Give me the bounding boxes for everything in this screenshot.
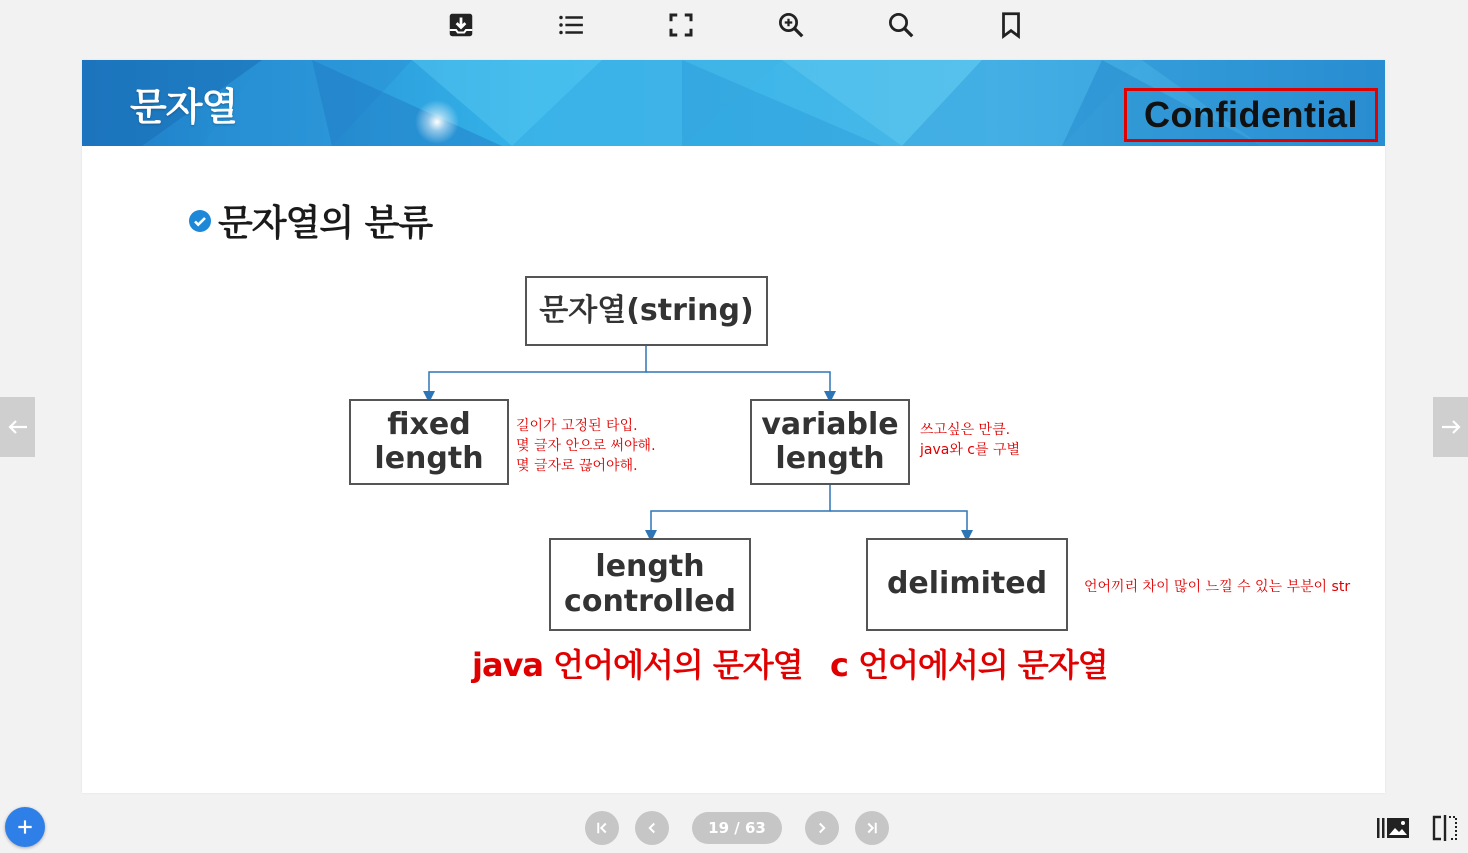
last-page-button[interactable] [855, 811, 889, 845]
prev-page-arrow[interactable] [0, 397, 35, 457]
search-icon[interactable] [884, 8, 918, 42]
top-toolbar [0, 0, 1468, 52]
split-view-button[interactable] [1428, 812, 1462, 844]
download-icon[interactable] [444, 8, 478, 42]
node-fixed-length [349, 399, 509, 485]
note-variable: 쓰고싶은 만큼. java와 c를 구별 [920, 422, 1021, 458]
node-string-label: 문자열(string) [539, 292, 754, 328]
prev-page-button[interactable] [635, 811, 669, 845]
page-indicator: 19 / 63 [692, 812, 782, 844]
note-delimited: 언어끼리 차이 많이 느낄 수 있는 부분이 str [1084, 579, 1351, 595]
node-fixed-length-label: fixed length [374, 406, 484, 476]
chevron-left-icon [643, 819, 661, 837]
node-delimited [866, 538, 1068, 631]
add-button[interactable] [5, 807, 45, 847]
plus-icon [15, 817, 35, 837]
label-java: java 언어에서의 문자열 [472, 646, 803, 684]
confidential-label: Confidential [1124, 88, 1378, 142]
note-fixed: 길이가 고정된 타입. 몇 글자 안으로 써야해. 몇 글자로 끊어야해. [516, 418, 656, 474]
slide-page [82, 60, 1385, 793]
list-icon[interactable] [554, 8, 588, 42]
first-page-button[interactable] [585, 811, 619, 845]
node-string [525, 276, 768, 346]
bookmark-icon[interactable] [994, 8, 1028, 42]
node-length-controlled [549, 538, 751, 631]
first-page-icon [593, 819, 611, 837]
thumbnail-gallery-button[interactable] [1376, 812, 1410, 844]
arrow-left-icon [6, 415, 30, 439]
node-delimited-label: delimited [886, 566, 1048, 602]
banner-title: 문자열 [130, 85, 238, 129]
fullscreen-icon[interactable] [664, 8, 698, 42]
label-c: c 언어에서의 문자열 [830, 646, 1108, 684]
node-variable-length-label: variable length [761, 406, 899, 476]
gallery-icon [1376, 814, 1410, 842]
last-page-icon [863, 819, 881, 837]
arrow-right-icon [1439, 415, 1463, 439]
next-page-button[interactable] [805, 811, 839, 845]
next-page-arrow[interactable] [1433, 397, 1468, 457]
heading-text: 문자열의 분류 [218, 203, 433, 244]
chevron-right-icon [813, 819, 831, 837]
node-length-controlled-label: length controlled [564, 549, 736, 619]
split-view-icon [1431, 814, 1459, 842]
zoom-in-icon[interactable] [774, 8, 808, 42]
node-variable-length [750, 399, 910, 485]
